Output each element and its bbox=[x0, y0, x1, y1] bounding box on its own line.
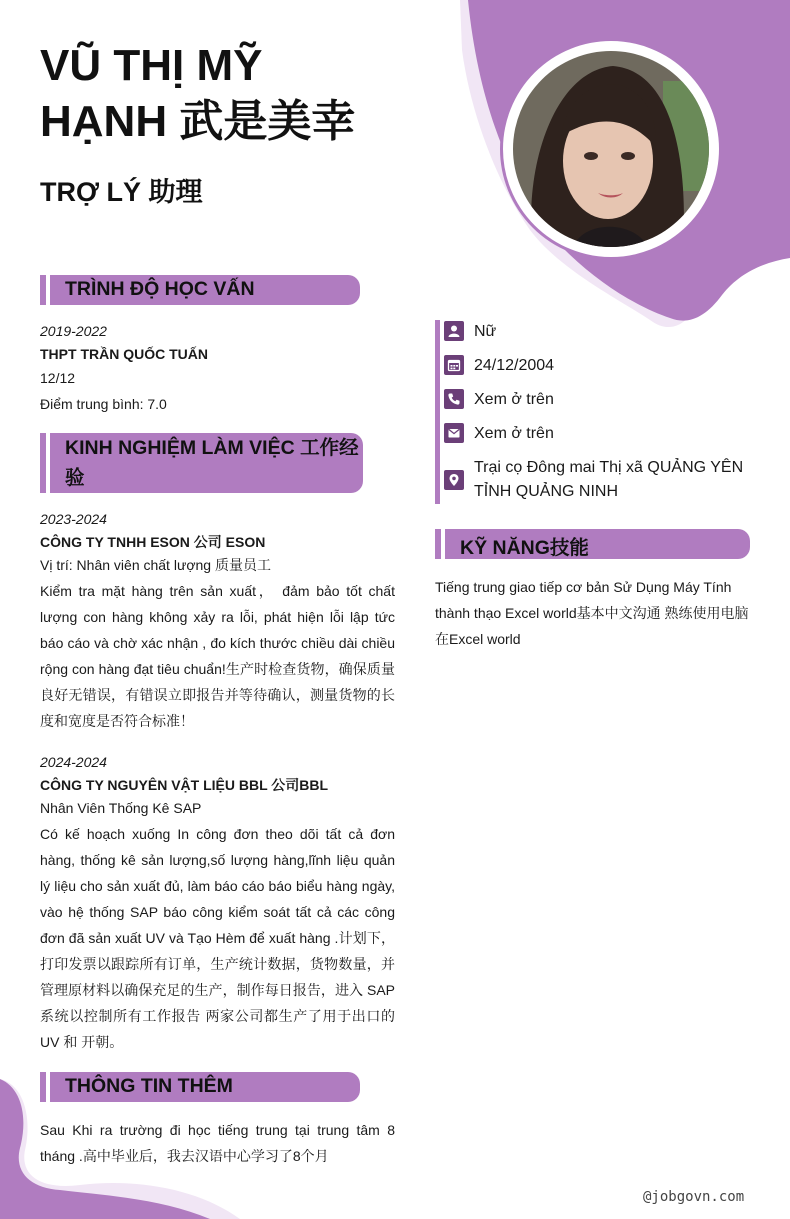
job-description: Kiểm tra mặt hàng trên sản xuất， đảm bảo tốt chất lượng con hàng không xảy ra lỗi, phát hiện lỗi lập tức báo cáo và chờ xác nhận , đo kích thước chiều dài chiều rộng con hàng đạt tiêu chuẩn!生产时检查货物，确保质量良好无错误，有错误立即报告并等待确认，测量货物的长度和宽度是否符合标准！ bbox=[40, 583, 395, 729]
heading-accent-bar bbox=[40, 1072, 46, 1102]
additional-info-heading-label: THÔNG TIN THÊM bbox=[65, 1075, 233, 1097]
experience-job-2 bbox=[40, 751, 395, 1055]
company-name: CÔNG TY NGUYÊN VẬT LIỆU BBL 公司BBL bbox=[40, 777, 329, 793]
contact-address bbox=[444, 456, 754, 504]
phone-value: Xem ở trên bbox=[474, 391, 554, 408]
contact-phone bbox=[444, 388, 754, 412]
education-heading-label: TRÌNH ĐỘ HỌC VẤN bbox=[65, 278, 255, 300]
education-section bbox=[40, 320, 395, 417]
skills-heading-label: KỸ NĂNG技能 bbox=[460, 537, 589, 559]
skills-section bbox=[435, 574, 750, 652]
job-title: TRỢ LÝ 助理 bbox=[40, 177, 203, 207]
location-icon bbox=[444, 470, 464, 490]
phone-icon bbox=[444, 389, 464, 409]
name-line-1: VŨ THỊ MỸ bbox=[40, 41, 263, 90]
education-gpa: Điểm trung bình: 7.0 bbox=[40, 396, 167, 412]
additional-info-text: Sau Khi ra trường đi học tiếng trung tại trung tâm 8 tháng .高中毕业后，我去汉语中心学习了8个月 bbox=[40, 1122, 395, 1164]
job-description: Có kế hoạch xuống In công đơn theo dõi tất cả đơn hàng, thống kê sản lượng,số lượng hàng,lĩnh liệu quản lý liệu cho sản xuất đủ, làm báo cáo báo biểu hàng ngày, vào hệ thống SAP báo công kiểm soát tất cả các công đơn đã sản xuất UV và Tạo Hèm để xuất hàng .计划下，打印发票以跟踪所有订单，生产统计数据，货物数量，并管理原材料以确保充足的生产，制作每日报告，进入 SAP 系统以控制所有工作报告 两家公司都生产了用于出口的 UV 和 开朝。 bbox=[40, 826, 395, 1050]
candidate-name bbox=[40, 38, 460, 150]
education-grade: 12/12 bbox=[40, 370, 76, 386]
experience-heading-line-1: KINH NGHIỆM LÀM VIỆC 工作经 bbox=[65, 437, 359, 459]
job-period: 2024-2024 bbox=[40, 754, 107, 770]
calendar-icon bbox=[444, 355, 464, 375]
experience-heading-line-2: 验 bbox=[65, 467, 85, 489]
education-heading bbox=[40, 275, 360, 305]
heading-accent-bar bbox=[40, 275, 46, 305]
address-value: Trại cọ Đông mai Thị xã QUẢNG YÊN TỈNH QUẢNG NINH bbox=[474, 459, 744, 500]
gender-value: Nữ bbox=[474, 323, 497, 340]
contact-gender bbox=[444, 320, 754, 344]
skills-heading bbox=[435, 529, 750, 559]
mail-icon bbox=[444, 423, 464, 443]
job-period: 2023-2024 bbox=[40, 511, 107, 527]
name-line-2: HẠNH 武是美幸 bbox=[40, 97, 356, 146]
additional-info-heading bbox=[40, 1072, 360, 1102]
contact-email bbox=[444, 422, 754, 446]
company-name: CÔNG TY TNHH ESON 公司 ESON bbox=[40, 534, 266, 550]
email-value: Xem ở trên bbox=[474, 425, 554, 442]
experience-heading bbox=[40, 433, 363, 493]
job-role: Nhân Viên Thống Kê SAP bbox=[40, 800, 202, 816]
person-icon bbox=[444, 321, 464, 341]
experience-heading-label bbox=[65, 433, 359, 493]
heading-accent-bar bbox=[435, 529, 441, 559]
school-name: THPT TRẦN QUỐC TUẤN bbox=[40, 346, 208, 362]
contact-accent-bar bbox=[435, 320, 440, 504]
avatar bbox=[513, 51, 709, 247]
avatar-frame bbox=[500, 38, 722, 260]
experience-job-1 bbox=[40, 508, 395, 734]
job-role: Vị trí: Nhân viên chất lượng 质量员工 bbox=[40, 557, 271, 573]
skills-text: Tiếng trung giao tiếp cơ bản Sử Dụng Máy Tính thành thạo Excel world基本中文沟通 熟练使用电脑在Excel world bbox=[435, 579, 749, 647]
additional-info-section bbox=[40, 1117, 395, 1169]
contact-birthday bbox=[444, 354, 754, 378]
education-period: 2019-2022 bbox=[40, 323, 107, 339]
birthday-value: 24/12/2004 bbox=[474, 357, 555, 374]
heading-accent-bar bbox=[40, 433, 46, 493]
footer-brand: @jobgovn.com bbox=[643, 1189, 745, 1205]
